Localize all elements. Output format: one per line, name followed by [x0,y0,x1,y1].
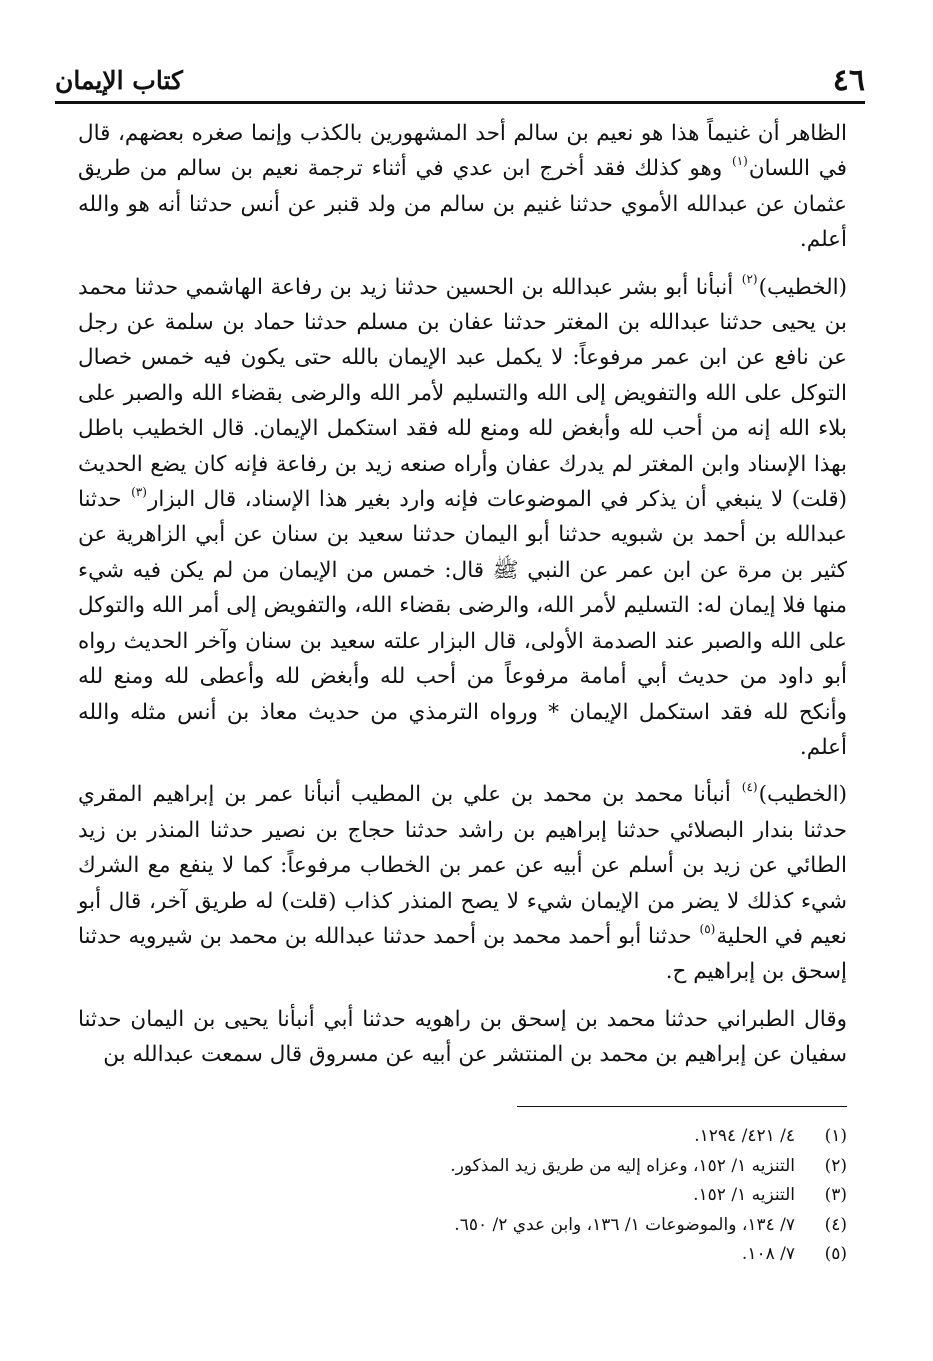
paragraph [78,270,847,766]
text-segment: وهو كذلك فقد أخرج ابن عدي في أثناء ترجمة نعيم بن سالم من طريق عثمان عن عبدالله الأموي حدثنا غنيم بن سالم من ولد قنبر عن أنس حدثنا أنه هو والله أعلم. [78,156,847,253]
footnote-marker: (٤) [741,780,758,795]
footnote-text: ٧/ ١٣٤، والموضوعات ١/ ١٣٦، وابن عدي ٢/ ٦٥٠. [454,1214,795,1235]
footnote-number: (٢) [824,1155,847,1176]
footnote-marker: (١) [732,154,748,169]
footnote-text: ٧/ ١٠٨. [741,1244,795,1264]
footnote [80,1122,847,1152]
text-segment: (الخطيب) [758,782,847,808]
text-segment: حدثنا عبدالله بن أحمد بن شبويه حدثنا أبو اليمان حدثنا سعيد بن سنان عن أبي الزاهرية عن كثير بن مرة عن ابن عمر عن النبي ﷺ قال: خمس من الإيمان من لم يكن فيه شيء منها فلا إيمان له: التسليم لأمر الله، والرضى بقضاء الله، والتفويض إلى أمر الله والتوكل على الله والصبر عند الصدمة الأولى، قال البزار علته سعيد بن سنان وآخر الحديث رواه أبو داود من حديث أبي أمامة مرفوعاً من أحب لله وأبغض لله وأعطى لله ومنع لله وأنكح لله فقد استكمل الإيمان * ورواه الترمذي من حديث معاذ بن أنس مثله والله أعلم. [78,487,847,760]
text-segment: أنبأنا محمد بن محمد بن علي بن المطيب أنبأنا عمر بن إبراهيم المقري حدثنا بندار البصلائي حدثنا إبراهيم بن راشد حدثنا حجاج بن نصير حدثنا المنذر بن زيد الطائي عن زيد بن أسلم عن أبيه عن عمر بن الخطاب مرفوعاً: كما لا ينفع مع الشرك شيء كذلك لا يضر من الإيمان شيء لا يصح المنذر كذاب (قلت) له طريق آخر، قال أبو نعيم في الحلية [78,782,847,949]
footnote [80,1211,847,1241]
paragraph [78,1002,847,1073]
footnote-text: التنزيه ١/ ١٥٢. [693,1185,795,1205]
footnote-rule [517,1106,847,1107]
book-title: كتاب الإيمان [55,65,183,95]
footnote-marker: (٢) [741,272,758,287]
text-segment: الظاهر أن غنيماً هذا هو نعيم بن سالم أحد المشهورين بالكذب وإنما صغره بعضهم، قال في اللسان [78,121,847,182]
page-number: ٤٦ [832,62,865,98]
footnote-number: (١) [824,1126,847,1146]
footnote-number: (٤) [824,1214,847,1235]
footnote-text: ٤/ ٤٢١/ ١٢٩٤. [694,1126,795,1146]
footnote [80,1181,847,1211]
footnote-marker: (٥) [699,921,716,936]
footnote-number: (٣) [824,1185,847,1205]
footnote-text: التنزيه ١/ ١٥٢، وعزاه إليه من طريق زيد المذكور. [450,1155,795,1176]
footnote [80,1240,847,1270]
main-text [78,116,847,1073]
text-segment: وقال الطبراني حدثنا محمد بن إسحق بن راهويه حدثنا أبي أنبأنا يحيى بن اليمان حدثنا سفيان عن إبراهيم بن محمد بن المنتشر عن أبيه عن مسروق قال سمعت عبدالله بن [78,1006,847,1068]
text-segment: (الخطيب) [758,274,847,300]
footnote [80,1152,847,1182]
text-segment: حدثنا أبو أحمد محمد بن أحمد حدثنا عبدالله بن محمد بن شيرويه حدثنا إسحق بن إبراهيم ح. [78,923,847,985]
text-segment: أنبأنا أبو بشر عبدالله بن الحسين حدثنا زيد بن رفاعة الهاشمي حدثنا محمد بن يحيى حدثنا عبدالله بن المغتر حدثنا عفان بن مسلم حدثنا حماد بن سلمة عن رجل عن نافع عن ابن عمر مرفوعاً: لا يكمل عبد الإيمان بالله حتى يكون فيه خمس خصال التوكل على الله والتفويض إلى الله والتسليم لأمر الله والرضى بقضاء الله والصبر على بلاء الله إنه من أحب لله وأبغض لله ومنع لله فقد استكمل الإيمان. قال الخطيب باطل بهذا الإسناد وابن المغتر لم يدرك عفان وأراه صنعه زيد بن رفاعة فإنه كان يضع الحديث (قلت) لا ينبغي أن يذكر في الموضوعات فإنه وارد بغير هذا الإسناد، قال البزار [78,274,848,513]
footnotes [80,1122,847,1270]
paragraph [78,116,847,258]
footnote-marker: (٣) [131,484,147,499]
page-header [55,58,865,102]
header-rule [55,101,865,104]
paragraph [78,777,847,989]
footnote-number: (٥) [824,1244,847,1264]
